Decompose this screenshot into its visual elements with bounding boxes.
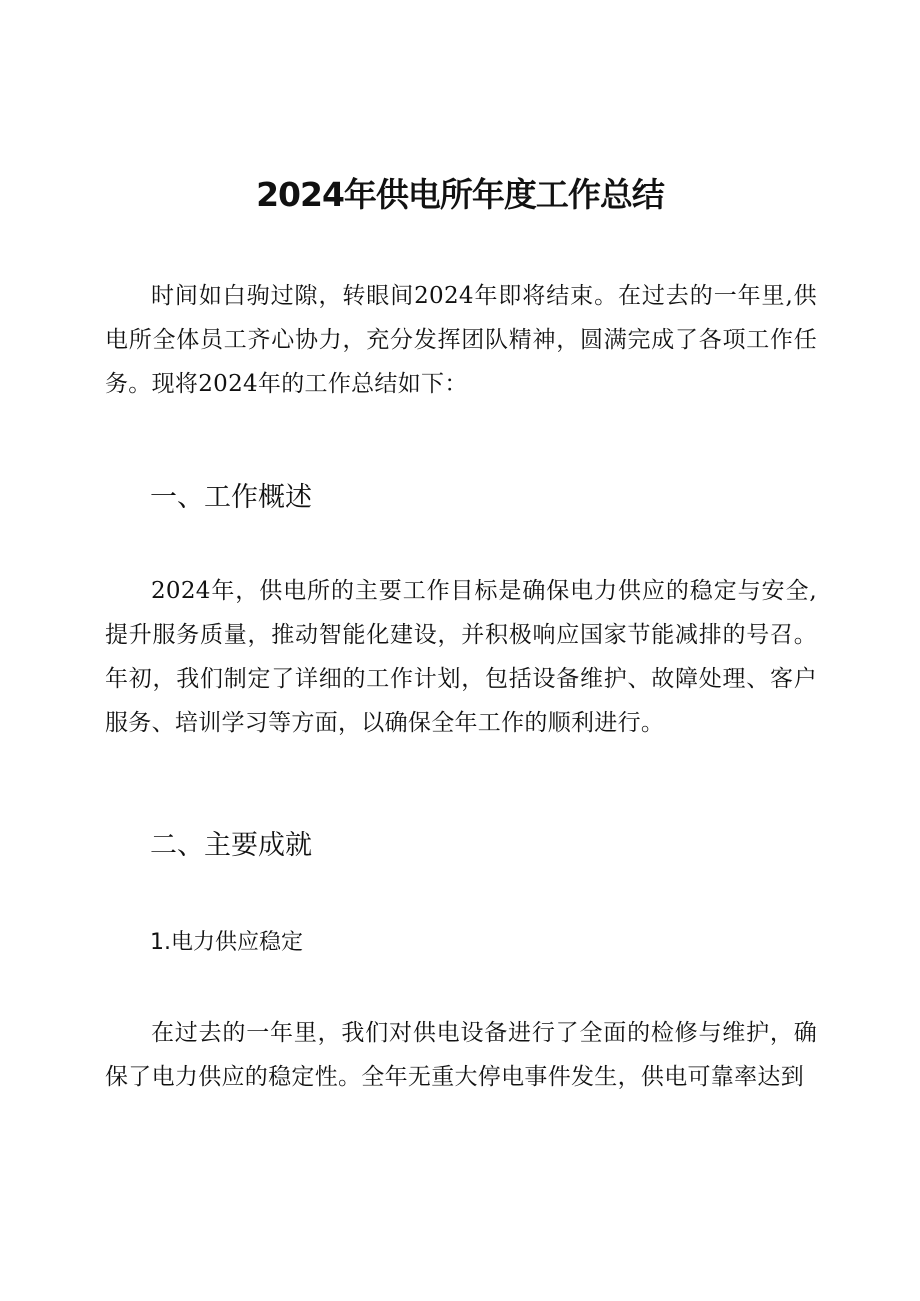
- document-title: 2024年供电所年度工作总结: [256, 175, 664, 214]
- section-heading-overview: 一、工作概述: [150, 482, 312, 513]
- subsection-heading-power-supply: 1.电力供应稳定: [150, 930, 303, 955]
- overview-paragraph: 2024年，供电所的主要工作目标是确保电力供应的稳定与安全,提升服务质量，推动智能化建设，并积极响应国家节能减排的号召。年初，我们制定了详细的工作计划，包括设备维护、故障处理、客户服务、培训学习等方面，以确保全年工作的顺利进行。: [105, 578, 817, 736]
- power-supply-paragraph: 在过去的一年里，我们对供电设备进行了全面的检修与维护，确保了电力供应的稳定性。全年无重大停电事件发生，供电可靠率达到: [105, 1020, 817, 1090]
- section-heading-achievements: 二、主要成就: [150, 830, 312, 861]
- intro-paragraph: 时间如白驹过隙，转眼间2024年即将结束。在过去的一年里,供电所全体员工齐心协力，充分发挥团队精神，圆满完成了各项工作任务。现将2024年的工作总结如下：: [105, 283, 817, 397]
